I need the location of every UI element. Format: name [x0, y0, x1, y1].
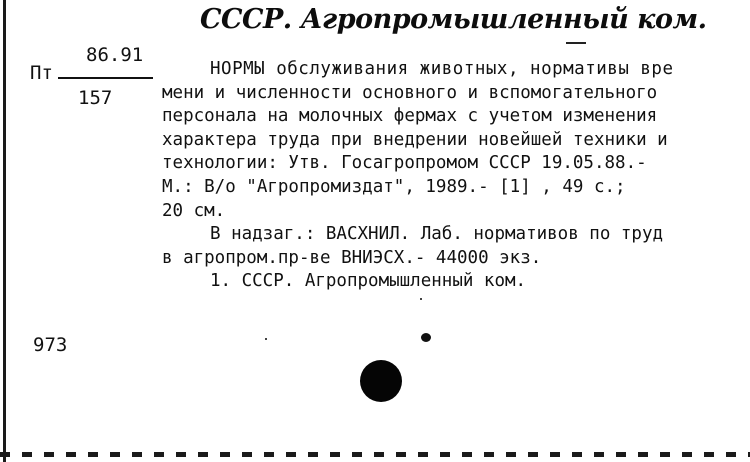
shelf-mark-fraction-line — [58, 77, 153, 79]
description-line: мени и численности основного и вспомогательного — [162, 82, 658, 103]
inventory-number: 973 — [33, 334, 68, 356]
description-line: НОРМЫ обслуживания животных, нормативы вре — [210, 59, 674, 79]
description-line: персонала на молочных фермах с учетом изменения — [162, 106, 658, 127]
note-line: в агропром.пр-ве ВНИЭСХ.- 44000 экз. — [162, 247, 542, 268]
shelf-mark-numerator: 86.91 — [86, 44, 144, 66]
bibliographic-description — [162, 58, 750, 294]
scan-speck — [420, 298, 422, 300]
description-line: 20 см. — [162, 200, 226, 221]
scan-speck — [265, 338, 267, 340]
card-left-border — [3, 0, 6, 462]
description-line: М.: В/о "Агропромиздат", 1989.- [1] , 49 с.; — [162, 176, 626, 197]
card-heading: СССР. Агропромышленный ком. — [200, 4, 707, 35]
heading-underline-mark — [566, 42, 586, 44]
shelf-mark-prefix: Пт — [30, 62, 53, 84]
note-line: В надзаг.: ВАСХНИЛ. Лаб. нормативов по труд — [210, 224, 664, 245]
shelf-mark-denominator: 157 — [78, 87, 113, 109]
description-line: характера труда при внедрении новейшей техники и — [162, 129, 668, 150]
card-bottom-border — [0, 452, 750, 457]
ink-blot-small — [421, 333, 431, 342]
tracing-line: 1. СССР. Агропромышленный ком. — [210, 271, 527, 292]
description-line: технологии: Утв. Госагропромом СССР 19.05.88.- — [162, 153, 647, 174]
punch-hole — [360, 360, 402, 402]
